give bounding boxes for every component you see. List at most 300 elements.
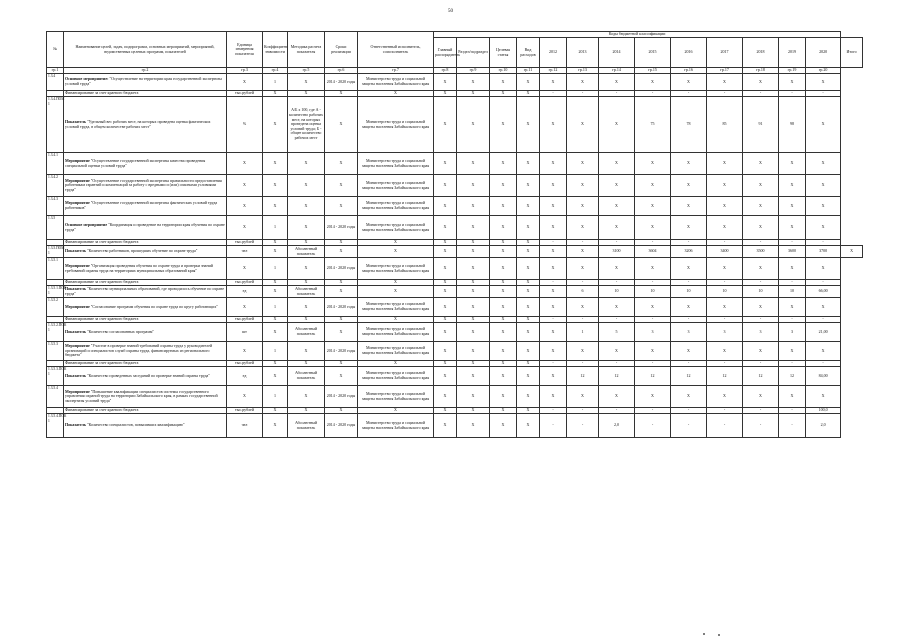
- table-cell: X: [540, 197, 567, 216]
- scan-speck: [718, 634, 720, 636]
- table-cell: X: [806, 386, 841, 408]
- table-cell: X: [779, 175, 806, 197]
- table-row: [47, 298, 863, 317]
- table-cell: X: [671, 298, 707, 317]
- table-cell: X: [671, 258, 707, 280]
- table-cell: Министерство труда и социальной защиты населения Забайкальского края: [358, 367, 434, 386]
- column-number: гр.2: [64, 68, 227, 74]
- table-header: [47, 32, 863, 74]
- table-cell: X: [635, 298, 671, 317]
- table-cell: -: [635, 408, 671, 414]
- table-cell: тыс.рублей: [227, 240, 263, 246]
- table-cell: X: [490, 240, 517, 246]
- row-kind-label: Мероприятие: [65, 200, 90, 206]
- table-cell: X: [806, 74, 841, 91]
- table-cell: X: [263, 91, 288, 97]
- row-description: Мероприятие "Согласование программ обучения по охране труда по кругу работающих": [64, 298, 227, 317]
- table-row: [47, 367, 863, 386]
- table-cell: X: [227, 197, 263, 216]
- column-number: гр.19: [779, 68, 806, 74]
- table-cell: ед: [227, 286, 263, 298]
- table-cell: X: [540, 258, 567, 280]
- table-cell: -: [635, 317, 671, 323]
- table-cell: 3604: [635, 246, 671, 258]
- table-cell: X: [567, 175, 599, 197]
- row-description: Финансирование за счет краевого бюджета: [64, 408, 227, 414]
- column-number: гр.7: [358, 68, 434, 74]
- table-cell: X: [635, 216, 671, 240]
- table-cell: -: [743, 280, 779, 286]
- row-kind-label: Показатель: [65, 285, 86, 291]
- row-kind-label: Показатель: [65, 422, 86, 428]
- column-number: гр.20: [806, 68, 841, 74]
- table-cell: X: [288, 298, 325, 317]
- table-cell: X: [540, 97, 567, 153]
- table-cell: X: [434, 286, 457, 298]
- table-cell: X: [540, 246, 567, 258]
- column-number: гр.8: [434, 68, 457, 74]
- table-cell: тыс.рублей: [227, 91, 263, 97]
- table-cell: -: [599, 91, 635, 97]
- table-cell: X: [227, 216, 263, 240]
- table-cell: 3: [707, 323, 743, 342]
- table-cell: X: [743, 386, 779, 408]
- table-cell: -: [779, 408, 806, 414]
- table-cell: ед: [227, 367, 263, 386]
- table-cell: -: [707, 280, 743, 286]
- column-number: гр.16: [671, 68, 707, 74]
- row-number: 1.3.4: [47, 74, 64, 91]
- table-cell: X: [358, 317, 434, 323]
- table-cell: X: [434, 317, 457, 323]
- table-cell: X: [434, 240, 457, 246]
- table-cell: X: [743, 197, 779, 216]
- header-coef: Коэффициент значимости: [263, 32, 288, 68]
- table-cell: X: [325, 246, 358, 258]
- column-number: гр.12: [540, 68, 567, 74]
- table-cell: X: [490, 342, 517, 361]
- header-resp: Ответственный исполнитель, соисполнитель: [358, 32, 434, 68]
- table-cell: 6: [567, 286, 599, 298]
- table-cell: X: [517, 153, 540, 175]
- table-cell: X: [567, 216, 599, 240]
- table-cell: Министерство труда и социальной защиты населения Забайкальского края: [358, 175, 434, 197]
- table-cell: -: [779, 280, 806, 286]
- table-cell: X: [490, 367, 517, 386]
- row-description: Показатель "Количество согласованных программ": [64, 323, 227, 342]
- table-cell: А/Б х 100, где А - количество рабочих мест, на которых проведена оценка условий труда; Б - общее количество рабочих мест: [288, 97, 325, 153]
- table-cell: X: [457, 240, 490, 246]
- row-number: 1.3.5.2.ПОК 1: [47, 323, 64, 342]
- table-cell: 12: [707, 367, 743, 386]
- table-cell: X: [540, 216, 567, 240]
- table-cell: -: [540, 280, 567, 286]
- table-cell: X: [517, 175, 540, 197]
- table-cell: 3100: [599, 246, 635, 258]
- column-number: гр.6: [325, 68, 358, 74]
- table-cell: X: [457, 153, 490, 175]
- table-row: [47, 175, 863, 197]
- table-cell: X: [263, 367, 288, 386]
- table-cell: 12: [599, 367, 635, 386]
- table-cell: -: [540, 91, 567, 97]
- table-cell: -: [779, 414, 806, 438]
- table-cell: -: [540, 414, 567, 438]
- column-number: гр.11: [517, 68, 540, 74]
- table-cell: X: [263, 414, 288, 438]
- table-cell: Министерство труда и социальной защиты населения Забайкальского края: [358, 153, 434, 175]
- table-cell: 1: [263, 74, 288, 91]
- header-total: Итого: [841, 38, 863, 68]
- table-cell: X: [540, 153, 567, 175]
- row-kind-label: Мероприятие: [65, 157, 90, 163]
- table-cell: X: [517, 246, 540, 258]
- table-cell: X: [567, 386, 599, 408]
- table-cell: X: [517, 91, 540, 97]
- table-cell: -: [671, 91, 707, 97]
- table-cell: X: [707, 153, 743, 175]
- table-cell: X: [227, 258, 263, 280]
- table-cell: Министерство труда и социальной защиты населения Забайкальского края: [358, 97, 434, 153]
- column-number: гр.17: [707, 68, 743, 74]
- table-cell: -: [671, 414, 707, 438]
- table-cell: X: [288, 280, 325, 286]
- table-cell: X: [434, 175, 457, 197]
- table-cell: -: [671, 240, 707, 246]
- header-year: 2018: [743, 38, 779, 68]
- scan-speck: [703, 633, 705, 635]
- column-number: гр.5: [288, 68, 325, 74]
- table-cell: X: [457, 386, 490, 408]
- table-cell: -: [540, 317, 567, 323]
- table-cell: X: [490, 317, 517, 323]
- table-cell: 3400: [707, 246, 743, 258]
- header-unit: Единица измерения показателя: [227, 32, 263, 68]
- table-cell: тыс.рублей: [227, 280, 263, 286]
- header-year: 2014: [599, 38, 635, 68]
- row-number: 1.3.5.1: [47, 258, 64, 280]
- table-cell: X: [567, 246, 599, 258]
- table-cell: -: [671, 408, 707, 414]
- table-cell: X: [457, 361, 490, 367]
- table-cell: X: [517, 323, 540, 342]
- row-description: Мероприятие "Организация проведения обучения по охране труда и проверки знаний требований охраны труда на территориях муниципальных образований края": [64, 258, 227, 280]
- table-cell: 2014 - 2020 годы: [325, 258, 358, 280]
- table-cell: X: [325, 175, 358, 197]
- table-cell: X: [671, 153, 707, 175]
- table-row: [47, 246, 863, 258]
- table-cell: X: [635, 175, 671, 197]
- header-year: 2015: [635, 38, 671, 68]
- table-cell: X: [743, 74, 779, 91]
- table-cell: X: [567, 74, 599, 91]
- table-cell: X: [288, 216, 325, 240]
- table-cell: X: [707, 175, 743, 197]
- table-cell: X: [358, 361, 434, 367]
- table-cell: X: [490, 216, 517, 240]
- table-cell: -: [743, 408, 779, 414]
- table-cell: -: [779, 361, 806, 367]
- header-razdel: Раздел/подраздел: [457, 38, 490, 68]
- table-cell: 10: [707, 286, 743, 298]
- row-number: 1.3.5.4.ПОК 1: [47, 414, 64, 438]
- table-cell: X: [490, 246, 517, 258]
- table-cell: X: [540, 298, 567, 317]
- table-cell: X: [457, 414, 490, 438]
- table-cell: X: [288, 386, 325, 408]
- row-number: 1.3.4.2: [47, 175, 64, 197]
- table-row: [47, 323, 863, 342]
- table-cell: -: [540, 361, 567, 367]
- table-cell: X: [635, 258, 671, 280]
- table-cell: X: [457, 175, 490, 197]
- column-number: гр.10: [490, 68, 517, 74]
- row-number: 1.3.5.4: [47, 386, 64, 408]
- table-cell: Абсолютный показатель: [288, 323, 325, 342]
- row-kind-label: Мероприятие: [65, 343, 90, 349]
- table-cell: X: [517, 97, 540, 153]
- table-cell: Министерство труда и социальной защиты населения Забайкальского края: [358, 298, 434, 317]
- table-cell: X: [567, 258, 599, 280]
- table-cell: X: [434, 280, 457, 286]
- table-cell: -: [779, 240, 806, 246]
- table-cell: X: [434, 246, 457, 258]
- table-cell: X: [707, 342, 743, 361]
- column-number: гр.3: [227, 68, 263, 74]
- table-cell: X: [599, 258, 635, 280]
- table-cell: X: [707, 386, 743, 408]
- table-row: [47, 386, 863, 408]
- header-year: 2020: [806, 38, 841, 68]
- column-number: гр.13: [567, 68, 599, 74]
- header-no: №: [47, 32, 64, 68]
- table-cell: 85: [707, 97, 743, 153]
- row-description: Мероприятие "Повышение квалификации специалистов системы государственного управления охраной труда на территории Забайкальского края, в рамках государственной экспертизы условий труда": [64, 386, 227, 408]
- table-cell: X: [599, 342, 635, 361]
- table-cell: X: [227, 298, 263, 317]
- table-cell: тыс.рублей: [227, 317, 263, 323]
- table-cell: -: [806, 240, 841, 246]
- table-cell: 1: [263, 216, 288, 240]
- table-cell: X: [707, 298, 743, 317]
- table-row: [47, 342, 863, 361]
- table-cell: X: [325, 408, 358, 414]
- table-cell: X: [743, 342, 779, 361]
- table-cell: X: [325, 197, 358, 216]
- table-cell: X: [490, 74, 517, 91]
- table-cell: X: [540, 386, 567, 408]
- table-cell: -: [806, 91, 841, 97]
- header-grbs: Главный распорядитель: [434, 38, 457, 68]
- row-description: Финансирование за счет краевого бюджета: [64, 240, 227, 246]
- table-cell: X: [358, 91, 434, 97]
- table-cell: X: [517, 317, 540, 323]
- table-cell: X: [567, 197, 599, 216]
- table-cell: X: [517, 216, 540, 240]
- row-kind-label: Показатель: [65, 248, 86, 254]
- table-cell: X: [490, 91, 517, 97]
- table-cell: X: [325, 280, 358, 286]
- table-cell: X: [358, 240, 434, 246]
- table-cell: X: [779, 197, 806, 216]
- table-cell: X: [263, 153, 288, 175]
- table-cell: X: [599, 74, 635, 91]
- table-cell: X: [490, 323, 517, 342]
- table-cell: 12: [779, 367, 806, 386]
- table-cell: 3206: [671, 246, 707, 258]
- table-row: [47, 286, 863, 298]
- table-cell: 3600: [779, 246, 806, 258]
- table-cell: X: [540, 74, 567, 91]
- table-cell: X: [263, 240, 288, 246]
- table-cell: X: [806, 258, 841, 280]
- column-number: гр.18: [743, 68, 779, 74]
- table-cell: 3: [671, 323, 707, 342]
- table-cell: X: [263, 317, 288, 323]
- table-cell: X: [457, 298, 490, 317]
- table-cell: X: [540, 367, 567, 386]
- table-cell: -: [806, 361, 841, 367]
- table-cell: X: [599, 97, 635, 153]
- table-cell: X: [263, 323, 288, 342]
- table-row: [47, 153, 863, 175]
- table-cell: -: [635, 280, 671, 286]
- table-cell: -: [635, 414, 671, 438]
- table-cell: -: [599, 317, 635, 323]
- table-cell: -: [671, 280, 707, 286]
- table-cell: X: [263, 286, 288, 298]
- table-cell: -: [779, 317, 806, 323]
- row-number: 1.3.4.3: [47, 197, 64, 216]
- table-cell: X: [457, 91, 490, 97]
- table-cell: X: [841, 246, 863, 258]
- table-cell: X: [517, 342, 540, 361]
- table-cell: -: [707, 240, 743, 246]
- table-cell: X: [671, 74, 707, 91]
- table-cell: X: [288, 153, 325, 175]
- header-year: 2016: [671, 38, 707, 68]
- table-cell: X: [325, 91, 358, 97]
- table-cell: X: [707, 197, 743, 216]
- table-cell: 2,0: [599, 414, 635, 438]
- table-cell: X: [490, 258, 517, 280]
- table-cell: X: [567, 97, 599, 153]
- table-cell: X: [517, 298, 540, 317]
- table-cell: 2,0: [806, 414, 841, 438]
- table-cell: тыс.рублей: [227, 361, 263, 367]
- table-cell: X: [671, 175, 707, 197]
- header-year: 2017: [707, 38, 743, 68]
- table-cell: X: [806, 197, 841, 216]
- table-cell: -: [567, 280, 599, 286]
- table-cell: X: [671, 197, 707, 216]
- table-cell: X: [806, 175, 841, 197]
- table-cell: X: [227, 74, 263, 91]
- table-cell: Абсолютный показатель: [288, 414, 325, 438]
- table-cell: X: [434, 323, 457, 342]
- table-cell: X: [457, 97, 490, 153]
- row-description: Финансирование за счет краевого бюджета: [64, 317, 227, 323]
- table-cell: Министерство труда и социальной защиты населения Забайкальского края: [358, 74, 434, 91]
- table-cell: X: [263, 197, 288, 216]
- table-cell: X: [779, 216, 806, 240]
- table-cell: X: [490, 414, 517, 438]
- table-cell: X: [227, 386, 263, 408]
- table-cell: -: [635, 240, 671, 246]
- table-cell: Министерство труда и социальной защиты населения Забайкальского края: [358, 216, 434, 240]
- table-cell: -: [599, 408, 635, 414]
- table-cell: X: [457, 246, 490, 258]
- header-year: 2019: [779, 38, 806, 68]
- column-number: гр.15: [635, 68, 671, 74]
- table-cell: Абсолютный показатель: [288, 246, 325, 258]
- row-kind-label: Мероприятие: [65, 303, 90, 309]
- table-cell: X: [567, 153, 599, 175]
- row-description: Мероприятие "Осуществление государственной экспертизы правильности предоставления работникам гарантий и компенсаций за работу с вредными и (или) опасными условиями труда": [64, 175, 227, 197]
- table-cell: X: [567, 342, 599, 361]
- table-cell: X: [325, 97, 358, 153]
- row-kind-label: Показатель: [65, 372, 86, 378]
- table-cell: 2014 - 2020 годы: [325, 414, 358, 438]
- table-cell: X: [358, 280, 434, 286]
- table-cell: -: [707, 91, 743, 97]
- table-cell: X: [490, 286, 517, 298]
- table-cell: X: [635, 74, 671, 91]
- table-cell: -: [707, 317, 743, 323]
- table-cell: X: [457, 323, 490, 342]
- table-cell: X: [540, 175, 567, 197]
- row-number: 1.3.4.ПОМ 1: [47, 97, 64, 153]
- table-cell: X: [325, 361, 358, 367]
- table-cell: -: [743, 91, 779, 97]
- table-cell: X: [263, 361, 288, 367]
- header-csr: Целевая статья: [490, 38, 517, 68]
- table-cell: -: [806, 317, 841, 323]
- header-group: Коды бюджетной классификации: [434, 32, 841, 38]
- table-cell: X: [434, 258, 457, 280]
- table-cell: 2014 - 2020 годы: [325, 74, 358, 91]
- table-cell: X: [434, 74, 457, 91]
- table-cell: 3500: [743, 246, 779, 258]
- table-cell: X: [517, 197, 540, 216]
- table-cell: X: [288, 342, 325, 361]
- table-cell: X: [540, 286, 567, 298]
- table-cell: 12: [671, 367, 707, 386]
- table-cell: X: [540, 323, 567, 342]
- table-cell: -: [707, 414, 743, 438]
- table-cell: X: [490, 97, 517, 153]
- table-cell: Министерство труда и социальной защиты населения Забайкальского края: [358, 342, 434, 361]
- row-description: Показатель "Количество работников, прошедших обучение по охране труда": [64, 246, 227, 258]
- table-cell: -: [599, 361, 635, 367]
- table-cell: -: [743, 317, 779, 323]
- table-cell: -: [599, 240, 635, 246]
- table-cell: X: [325, 323, 358, 342]
- table-row: [47, 74, 863, 91]
- header-year: 2012: [540, 38, 567, 68]
- table-cell: X: [490, 153, 517, 175]
- header-year: 2013: [567, 38, 599, 68]
- table-cell: шт: [227, 323, 263, 342]
- table-cell: X: [288, 240, 325, 246]
- table-cell: X: [599, 386, 635, 408]
- header-name: Наименование целей, задач, подпрограмм, основных мероприятий, мероприятий, ведомственных целевых программ, показателей: [64, 32, 227, 68]
- table-cell: X: [806, 298, 841, 317]
- table-cell: 1: [567, 323, 599, 342]
- table-cell: 1: [263, 258, 288, 280]
- table-cell: X: [434, 97, 457, 153]
- table-cell: X: [434, 197, 457, 216]
